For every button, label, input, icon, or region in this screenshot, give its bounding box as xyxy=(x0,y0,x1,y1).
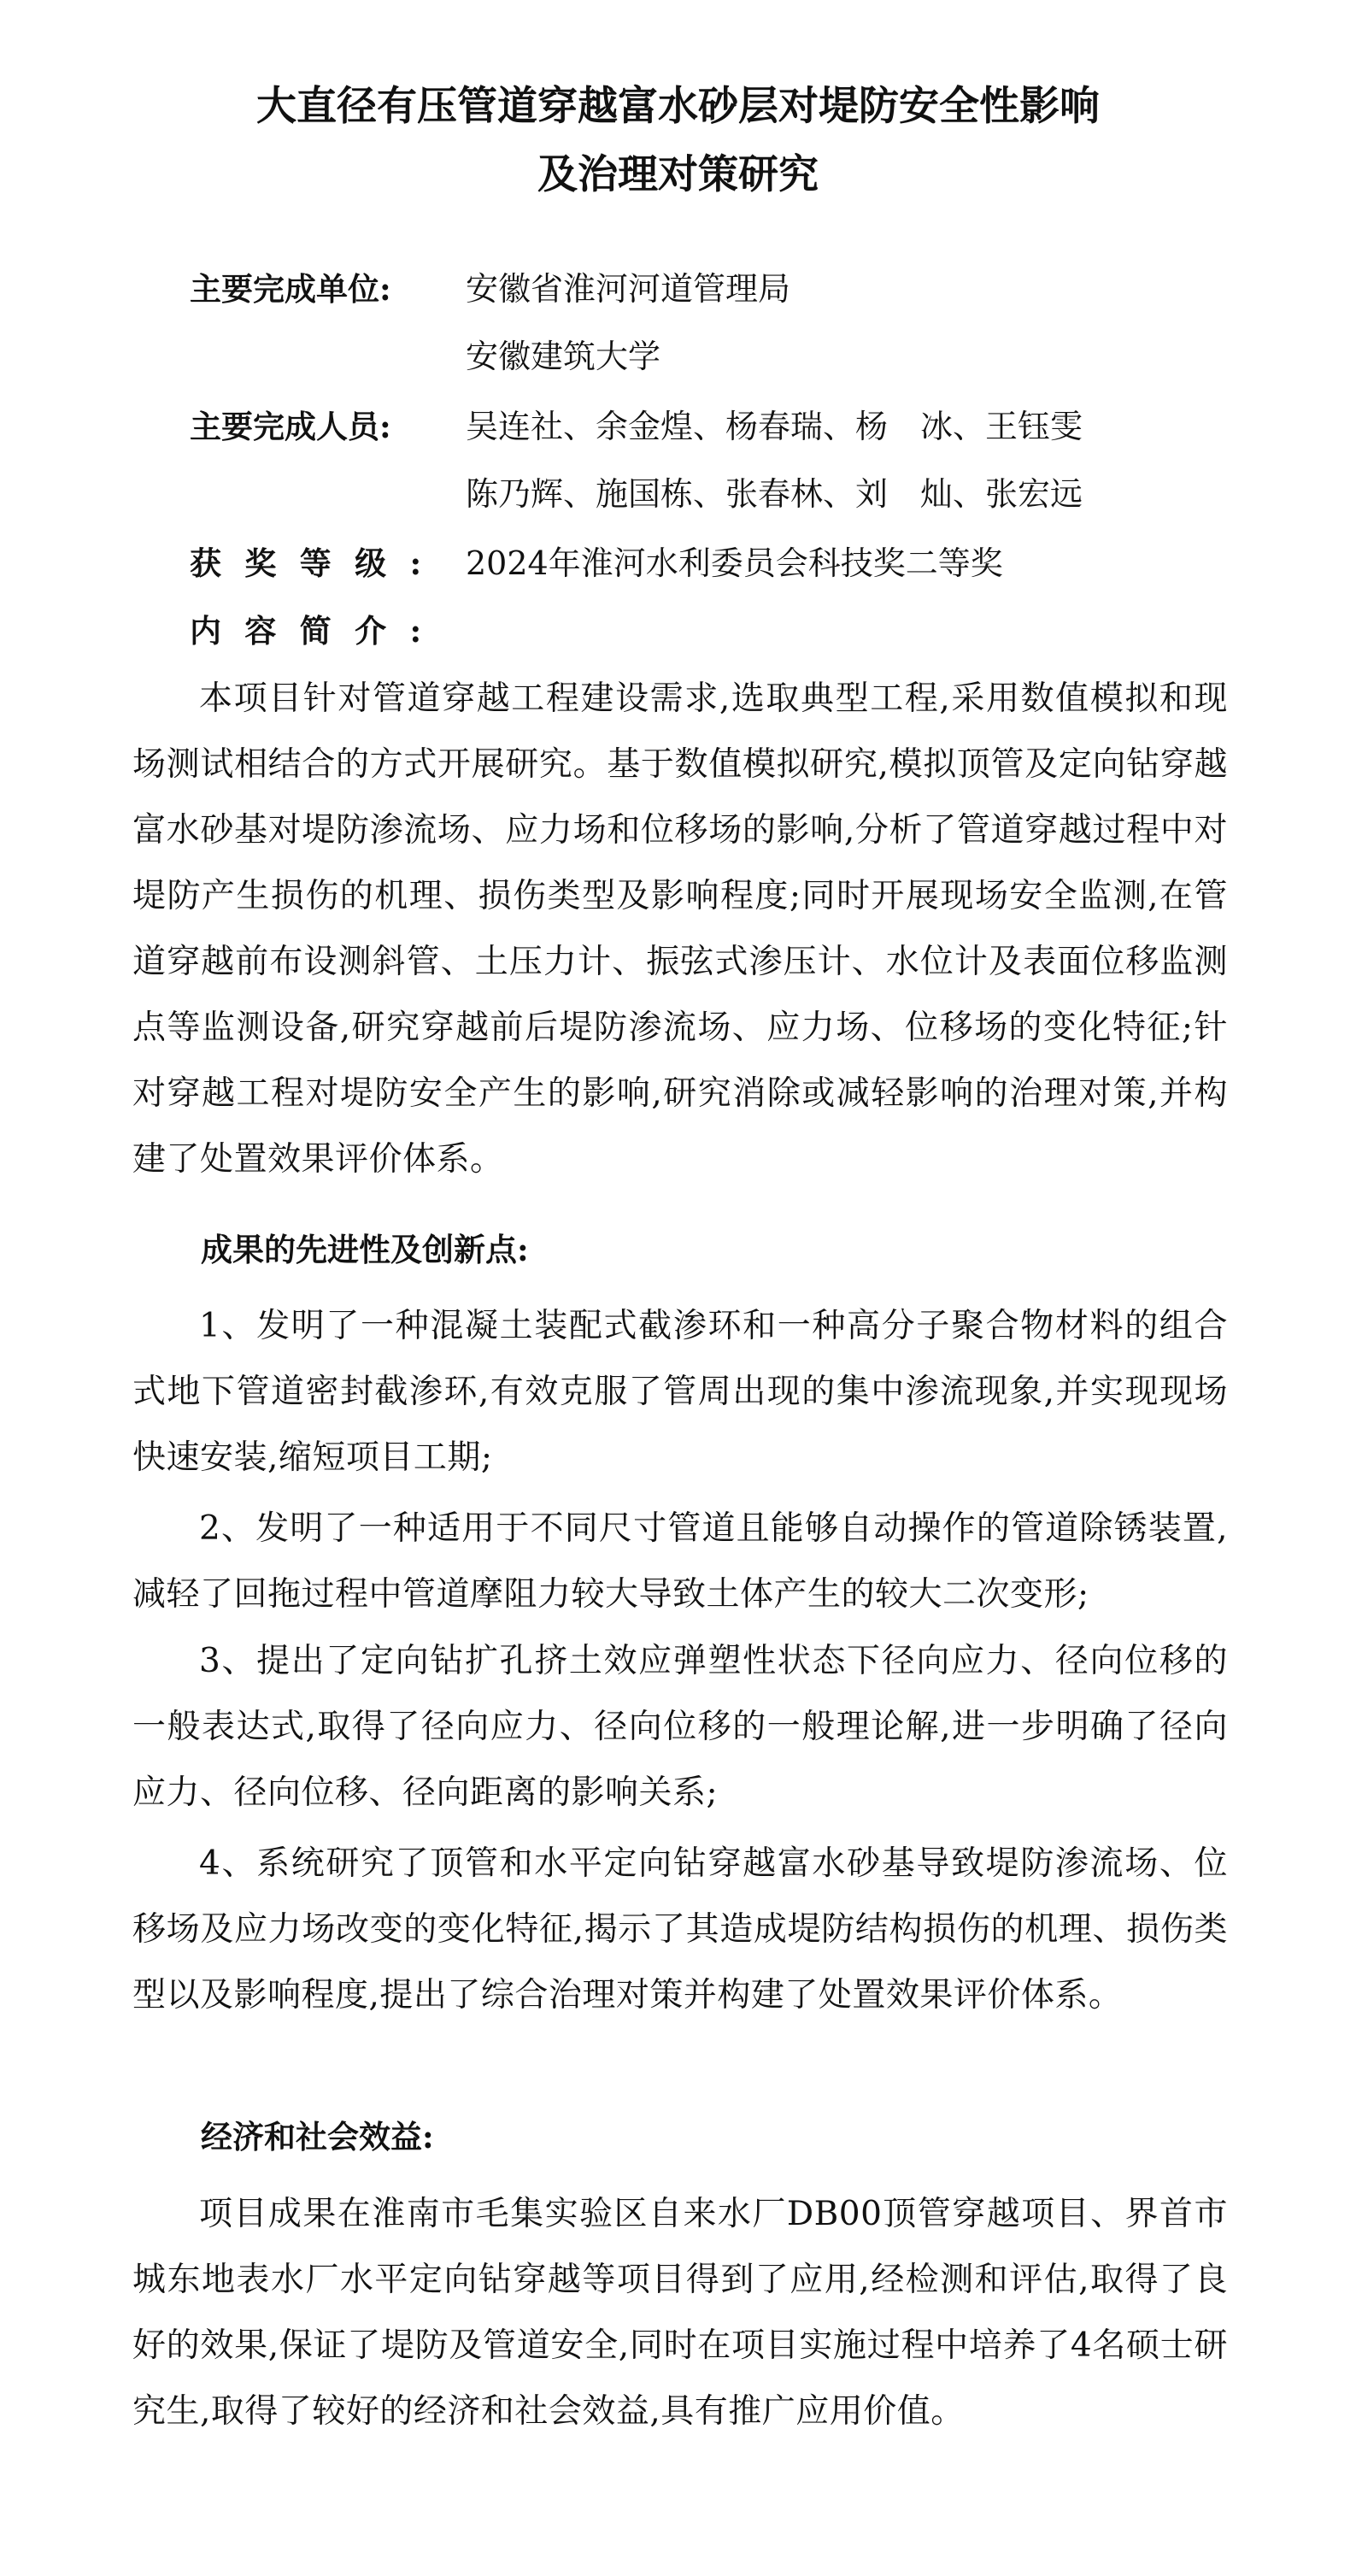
summary-label: 内容简介: xyxy=(190,612,445,650)
unit-name: 安徽省淮河河道管理局 xyxy=(466,270,791,308)
innovation-heading: 成果的先进性及创新点: xyxy=(201,1231,529,1268)
people-line: 陈乃辉、施国栋、张春林、刘 灿、张宏远 xyxy=(466,475,1083,513)
people-line: 吴连社、余金煌、杨春瑞、杨 冰、王钰雯 xyxy=(466,408,1083,445)
benefits-paragraph: 项目成果在淮南市毛集实验区自来水厂DB00顶管穿越项目、界首市城东地表水厂水平定向钻穿越等项目得到了应用,经检测和评估,取得了良好的效果,保证了堤防及管道安全,同时在项目实施过程中培养了4名硕士研究生,取得了较好的经济和社会效益,具有推广应用价值。 xyxy=(132,2195,1228,2431)
innovation-item: 1、发明了一种混凝土装配式截渗环和一种高分子聚合物材料的组合式地下管道密封截渗环,有效克服了管周出现的集中渗流现象,并实现现场快速安装,缩短项目工期; xyxy=(132,1307,1228,1477)
summary-paragraph: 本项目针对管道穿越工程建设需求,选取典型工程,采用数值模拟和现场测试相结合的方式开展研究。基于数值模拟研究,模拟顶管及定向钻穿越富水砂基对堤防渗流场、应力场和位移场的影响,分析了管道穿越过程中对堤防产生损伤的机理、损伤类型及影响程度;同时开展现场安全监测,在管道穿越前布设测斜管、土压力计、振弦式渗压计、水位计及表面位移监测点等监测设备,研究穿越前后堤防渗流场、应力场、位移场的变化特征;针对穿越工程对堤防安全产生的影响,研究消除或减轻影响的治理对策,并构建了处置效果评价体系。 xyxy=(132,679,1228,1179)
document-title-line-1: 大直径有压管道穿越富水砂层对堤防安全性影响 xyxy=(256,83,1100,130)
units-label: 主要完成单位: xyxy=(190,270,391,308)
people-label: 主要完成人员: xyxy=(190,408,391,445)
innovation-item: 3、提出了定向钻扩孔挤土效应弹塑性状态下径向应力、径向位移的一般表达式,取得了径向应力、径向位移的一般理论解,进一步明确了径向应力、径向位移、径向距离的影响关系; xyxy=(132,1642,1228,1812)
unit-name: 安徽建筑大学 xyxy=(466,338,661,375)
document-title-line-2: 及治理对策研究 xyxy=(537,151,819,198)
award-value: 2024年淮河水利委员会科技奖二等奖 xyxy=(466,544,1003,582)
benefits-heading: 经济和社会效益: xyxy=(201,2118,434,2155)
award-label: 获奖等级: xyxy=(190,544,445,582)
innovation-item: 2、发明了一种适用于不同尺寸管道且能够自动操作的管道除锈装置,减轻了回拖过程中管道摩阻力较大导致土体产生的较大二次变形; xyxy=(132,1509,1228,1614)
innovation-item: 4、系统研究了顶管和水平定向钻穿越富水砂基导致堤防渗流场、位移场及应力场改变的变化特征,揭示了其造成堤防结构损伤的机理、损伤类型以及影响程度,提出了综合治理对策并构建了处置效果评价体系。 xyxy=(132,1844,1228,2014)
